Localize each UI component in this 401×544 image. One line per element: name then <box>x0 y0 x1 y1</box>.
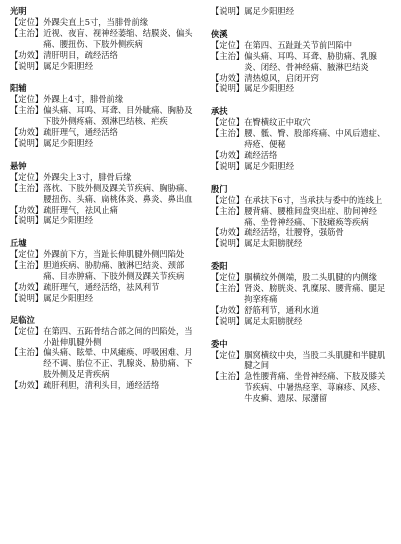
field-text: 在第四、五跖骨结合部之间的凹陷处，当小趾伸肌腱外侧 <box>43 325 193 347</box>
field-text: 腰背痛、腰椎间盘突出症、肋间神经痛、坐骨神经痛、下肢瘫痪等疾病 <box>244 205 377 227</box>
field-indications <box>10 260 198 282</box>
right-column <box>211 6 393 404</box>
field-text: 舒筋利节，通利水道 <box>244 304 319 315</box>
field-tag: 【说明】 <box>10 60 44 71</box>
field-tag: 【说明】 <box>211 315 245 326</box>
field-note <box>211 316 393 327</box>
field-text: 疏肝理气，通经活络 <box>43 127 118 138</box>
field-text: 属足太阳膀胱经 <box>244 315 303 326</box>
field-tag: 【定位】 <box>10 249 44 260</box>
field-indications <box>10 347 198 380</box>
entry-yinmen <box>211 184 393 249</box>
field-tag: 【主治】 <box>10 105 44 116</box>
field-tag: 【说明】 <box>10 292 44 303</box>
field-tag: 【功效】 <box>10 127 44 138</box>
field-indications <box>211 128 393 150</box>
field-effect <box>10 282 198 293</box>
field-tag: 【功效】 <box>211 227 245 238</box>
field-text: 外踝上4寸，腓骨前缘 <box>43 94 124 105</box>
field-text: 在承扶下6寸，当承扶与委中的连线上 <box>244 194 383 205</box>
field-text: 外踝前下方，当趾长伸肌腱外侧凹陷处 <box>43 249 185 260</box>
field-tag: 【定位】 <box>10 94 44 105</box>
entry-chengfu <box>211 106 393 171</box>
field-text: 属足少阳胆经 <box>43 60 93 71</box>
field-indications <box>10 183 198 205</box>
field-note <box>211 161 393 172</box>
field-location <box>211 350 393 372</box>
field-tag: 【定位】 <box>211 39 245 50</box>
field-text: 疏经活络，壮腰脊，强筋骨 <box>244 227 344 238</box>
field-tag: 【主治】 <box>211 128 245 139</box>
field-effect <box>211 227 393 238</box>
field-location <box>10 17 198 28</box>
field-effect <box>211 150 393 161</box>
field-text: 清热熄风，启闭开窍 <box>244 72 319 83</box>
field-text: 属足少阳胆经 <box>43 292 93 303</box>
field-location <box>10 94 198 105</box>
field-effect <box>10 380 198 391</box>
field-tag: 【主治】 <box>211 283 245 294</box>
entry-title: 承扶 <box>211 106 228 117</box>
field-tag: 【主治】 <box>10 182 44 193</box>
entry-weiyang <box>211 261 393 326</box>
field-tag: 【主治】 <box>211 205 245 216</box>
field-text: 属足太阳膀胱经 <box>244 238 303 249</box>
field-location <box>10 172 198 183</box>
field-text: 落枕、下肢外侧及踝关节疾病、胸胁痛、腰扭伤、头痛、扁桃体炎、鼻炎、鼻出血 <box>43 182 193 204</box>
field-text: 属足少阳胆经 <box>43 137 93 148</box>
field-note <box>10 293 198 304</box>
field-indications <box>211 206 393 228</box>
field-text: 疏经活络 <box>244 149 278 160</box>
field-location <box>211 117 393 128</box>
field-effect <box>10 127 198 138</box>
field-note <box>10 138 198 149</box>
field-tag: 【功效】 <box>211 149 245 160</box>
entry-title: 光明 <box>10 6 27 16</box>
field-text: 疏肝利胆，清利头目，通经活络 <box>43 380 160 391</box>
field-indications <box>211 283 393 305</box>
entry-yangfu <box>10 83 198 148</box>
field-tag: 【功效】 <box>10 281 44 292</box>
field-tag: 【主治】 <box>10 260 44 271</box>
entry-zulinqi <box>10 315 198 391</box>
field-location <box>211 195 393 206</box>
field-text: 偏头痛、耳鸣、耳聋、目外眦痛、胸胁及下肢外侧疼痛、颈淋巴结核、疟疾 <box>43 105 193 127</box>
field-tag: 【说明】 <box>211 83 245 94</box>
entry-zulinqi-continued <box>211 6 393 17</box>
field-text: 在第四、五趾趾关节前凹陷中 <box>244 39 353 50</box>
entry-title: 足临泣 <box>10 314 35 325</box>
field-text: 急性腰背痛、坐骨神经痛、下肢及膝关节疾病、中暑热痉挛、荨麻疹、风疹、牛皮癣、遗尿、尿潴留 <box>244 371 386 404</box>
field-note <box>10 215 198 226</box>
field-tag: 【主治】 <box>211 371 245 382</box>
field-tag: 【功效】 <box>211 304 245 315</box>
field-location <box>10 249 198 260</box>
field-tag: 【定位】 <box>211 117 245 128</box>
field-effect <box>211 73 393 84</box>
field-text: 腘窝横纹中央，当股二头肌腱和半腱肌腱之间 <box>244 349 386 371</box>
field-text: 疏肝理气，祛风止痛 <box>43 204 118 215</box>
entry-xiaxi <box>211 29 393 94</box>
entry-title: 悬钟 <box>10 160 27 171</box>
field-tag: 【定位】 <box>211 272 245 283</box>
entry-title: 委中 <box>211 338 228 349</box>
entry-weizhong <box>211 339 393 404</box>
field-tag: 【功效】 <box>10 204 44 215</box>
field-text: 属足少阳胆经 <box>43 215 93 226</box>
field-text: 肾炎、膀胱炎、乳糜尿、腰背痛、腿足拘挛疼痛 <box>244 283 386 304</box>
field-text: 疏肝理气，通经活络，祛风利节 <box>43 281 160 292</box>
left-column <box>10 6 198 391</box>
entry-qiuxu <box>10 238 198 303</box>
field-note <box>211 6 393 17</box>
entry-title: 委阳 <box>211 261 228 272</box>
entry-title: 侠溪 <box>211 28 228 39</box>
field-text: 腘横纹外侧端，股二头肌腱的内侧缘 <box>244 272 377 283</box>
field-text: 在臀横纹正中取穴 <box>244 117 311 128</box>
field-indications <box>211 371 393 404</box>
field-effect <box>211 305 393 316</box>
entry-guangming <box>10 6 198 71</box>
field-tag: 【主治】 <box>211 50 245 61</box>
field-text: 偏头痛、耳鸣、耳聋、胁肋痛、乳腺炎、闭经、骨神经痛、腋淋巴结炎 <box>244 50 377 72</box>
field-text: 属足少阳胆经 <box>244 160 294 171</box>
field-text: 清肝明目，疏经活络 <box>43 49 118 60</box>
field-text: 属足少阳胆经 <box>244 6 294 16</box>
field-note <box>211 83 393 94</box>
entry-title: 阳辅 <box>10 83 27 94</box>
field-text: 属足少阳胆经 <box>244 83 294 94</box>
field-tag: 【说明】 <box>211 6 245 16</box>
field-tag: 【定位】 <box>211 194 245 205</box>
field-tag: 【定位】 <box>10 325 44 336</box>
field-tag: 【功效】 <box>10 380 44 391</box>
field-text: 胆道疾病、胁肋痛、腋淋巴结炎、颈部痛、目赤肿痛、下肢外侧及踝关节疾病 <box>43 260 185 282</box>
field-tag: 【说明】 <box>10 137 44 148</box>
field-text: 外踝尖直上5寸，当腓骨前缘 <box>43 16 149 27</box>
field-note <box>211 238 393 249</box>
field-text: 近视、夜盲、视神经萎缩、结膜炎、偏头痛、腰扭伤、下肢外侧疾病 <box>43 27 193 49</box>
field-effect <box>10 50 198 61</box>
field-tag: 【定位】 <box>10 16 44 27</box>
field-tag: 【说明】 <box>10 215 44 226</box>
field-indications <box>211 51 393 73</box>
entry-title: 丘墟 <box>10 238 27 249</box>
field-text: 偏头痛、眩晕、中风瘫痪、呼吸困难、月经不调、胎位不正、乳腺炎、胁肋痛、下肢外侧及足背疾病 <box>43 347 193 380</box>
field-tag: 【主治】 <box>10 347 44 358</box>
field-tag: 【定位】 <box>211 349 245 360</box>
field-tag: 【功效】 <box>10 49 44 60</box>
field-text: 腰、骶、臀、股部疼痛、中风后遗症、痔疮、便秘 <box>244 128 386 150</box>
field-tag: 【定位】 <box>10 171 44 182</box>
field-tag: 【说明】 <box>211 238 245 249</box>
field-note <box>10 61 198 72</box>
field-text: 外踝尖上3寸，腓骨后缘 <box>43 171 132 182</box>
field-location <box>211 272 393 283</box>
entry-xuanzhong <box>10 161 198 226</box>
field-location <box>211 40 393 51</box>
entry-title: 殷门 <box>211 183 228 194</box>
field-tag: 【说明】 <box>211 160 245 171</box>
field-location <box>10 326 198 348</box>
field-effect <box>10 205 198 216</box>
field-tag: 【主治】 <box>10 27 44 38</box>
field-indications <box>10 105 198 127</box>
field-indications <box>10 28 198 50</box>
field-tag: 【功效】 <box>211 72 245 83</box>
